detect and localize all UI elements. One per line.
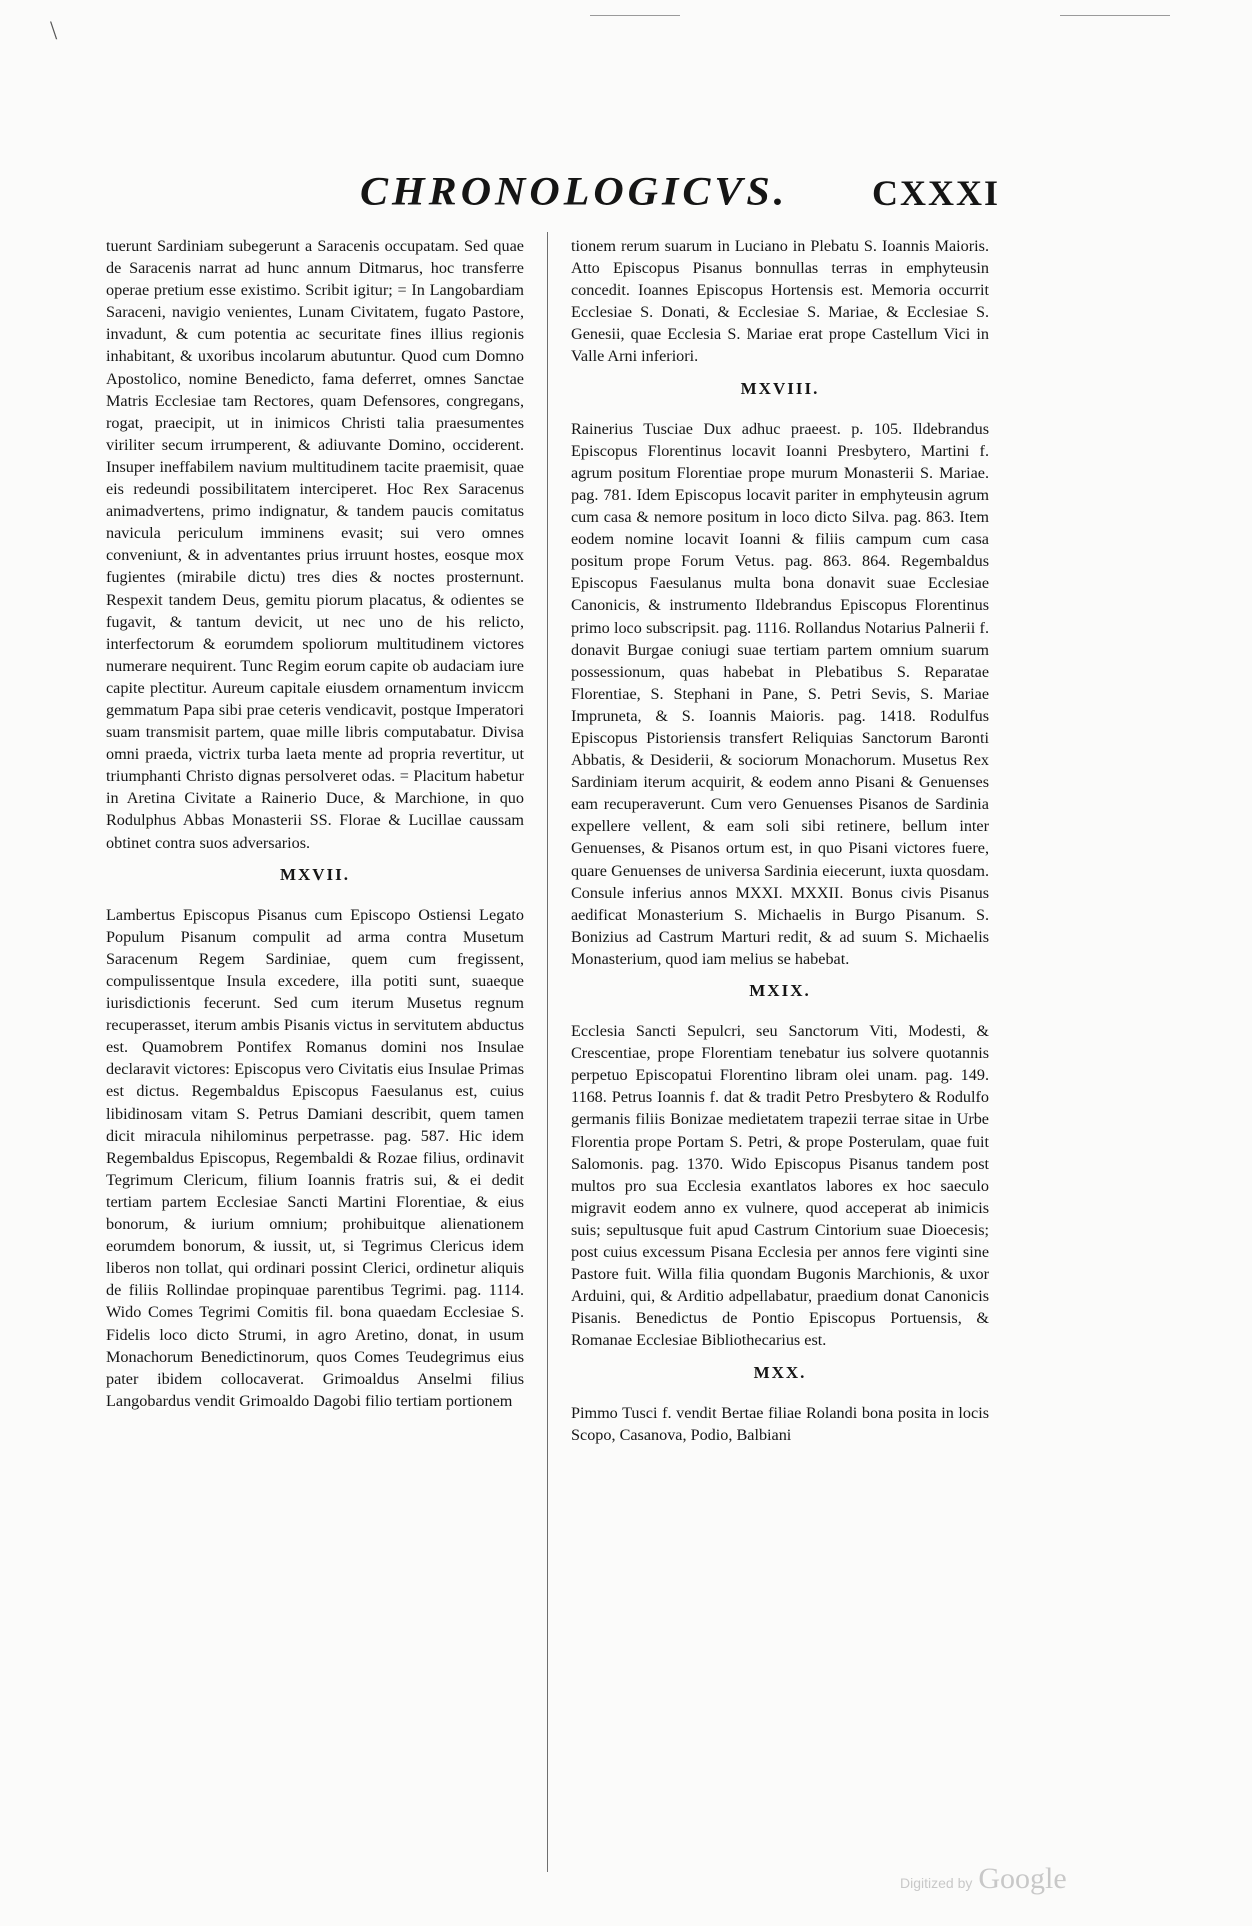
year-heading-1019: MXIX. (749, 981, 811, 1000)
entry-1017-continued-text: tionem rerum suarum in Luciano in Plebatu S. Ioannis Maioris. Atto Episcopus Pisanus bonnullas terras in emphyteusin concedit. Ioannes Episcopus Hortensis est. Memoria occurrit Ecclesiae S. Donati, & Ecclesiae S. Mariae, & Ecclesiae S. Genesii, quae Ecclesia S. Mariae erat prope Castellum Vici in Valle Arni inferiori. (571, 237, 989, 366)
entry-1016-text: tuerunt Sardiniam subegerunt a Saracenis occupatam. Sed quae de Saracenis narrat ad hunc annum Ditmarus, hoc transferre operae pretium esse existimo. Scribit igitur; = In Langobardiam Saraceni, navigio venientes, Lunam Civitatem, fugato Pastore, invadunt, & cum potentia ac securitate fines illius regionis inhabitant, & uxoribus incolarum abutuntur. Quod cum Domno Apostolico, nomine Benedicto, fama deferret, omnes Sanctae Matris Ecclesiae tam Rectores, quam Defensores, congregans, rogat, praecipit, ut in inimicos Christi talia praesumentes viriliter secum irrumperent, & adiuvante Domino, occiderent. Insuper ineffabilem navium multitudinem tacite praemisit, quae eis redeundi possibilitatem interciperet. Hoc Rex Saracenus animadvertens, primo indignatur, & tandem paucis comitatus navicula periculum imminens evasit; sui vero omnes conveniunt, & in adventantes prius irruunt hostes, eosque mox fugientes (mirabile dictu) tres dies & noctes prosternunt. Respexit tandem Deus, gemitu piorum placatus, & odientes se fugavit, & tantum devicit, ut nec uno de his relicto, interfectorum & eorumdem spoliorum multitudinem victores numerare nequirent. Tunc Regim eorum capite ob audaciam iure capite plectitur. Aureum capitale eiusdem ornamentum inviccm gemmatum Papa sibi prae ceteris vendicavit, postque Imperatori suam transmisit partem, quae mille libris computabatur. Divisa omni praeda, victrix turba laeta mente ad propria revertitur, ut triumphanti Christo dignas persolveret odas. = Placitum habetur in Aretina Civitate a Rainerio Duce, & Marchione, in quo Rodulphus Abbas Monasterii SS. Florae & Lucillae caussam obtinet contra suos adversarios. (106, 237, 524, 852)
year-heading-1018: MXVIII. (740, 378, 820, 398)
google-logo: Google (978, 1862, 1067, 1895)
entry-1018-text: Rainerius Tusciae Dux adhuc praeest. p. 105. Ildebrandus Episcopus Florentinus locavit Ioanni Presbytero, Martini f. agrum positum Florentiae prope murum Monasterii S. Mariae. pag. 781. Idem Episcopus locavit pariter in emphyteusin agrum cum casa & nemore positum in loco dicto Silva. pag. 863. Item eodem nomine locavit Ioanni & filiis campum cum casa positum prope Forum Vetus. pag. 863. 864. Regembaldus Episcopus Faesulanus multa bona donavit suae Ecclesiae Canonicis, & instrumento Ildebrandus Episcopus Florentinus primo loco subscripsit. pag. 1116. Rollandus Notarius Palnerii f. donavit Burgae coniugi suae tertiam partem omnium suarum possessionum, quas habebat in Plebatibus S. Reparatae Florentiae, S. Stephani in Pane, S. Petri Sevis, S. Mariae Impruneta, & S. Ioannis Maioris. pag. 1418. Rodulfus Episcopus Pistoriensis transfert Reliquias Sanctorum Baronti Abbatis, & Desiderii, & sociorum Monachorum. Musetus Rex Sardiniam iterum acquirit, & eodem anno Pisani & Genuenses eam recuperaverunt. Cum vero Genuenses Pisanos de Sardinia expellere vellent, & eam soli sibi retinere, bellum inter Genuenses, & Pisanos ortum est, in quo Pisani victores fuere, quare Genuenses de universa Sardinia eiecerunt, iuxta quosdam. Consule inferius annos MXXI. MXXII. Bonus civis Pisanus aedificat Monasterium S. Michaelis in Burgo Pisanum. S. Bonizius ad Castrum Marturi redit, & ad suum S. Michaelis Monasterium, quod iam melius se habebat. (571, 419, 989, 968)
column-divider (547, 232, 548, 1872)
page-header (340, 168, 1000, 228)
scan-edge-rule-left (590, 15, 680, 16)
running-title: CHRONOLOGICVS. (360, 170, 789, 214)
right-column (571, 235, 989, 1446)
year-heading-1017: MXVII. (279, 864, 351, 884)
entry-1020-text: Pimmo Tusci f. vendit Bertae filiae Rolandi bona posita in locis Scopo, Casanova, Podio, Balbiani (571, 1403, 989, 1444)
year-heading-1020: MXX. (753, 1362, 807, 1382)
scan-edge-rule-right (1060, 15, 1170, 16)
page-number: CXXXI (871, 173, 1000, 213)
digitization-watermark (900, 1862, 1067, 1896)
left-column (106, 235, 524, 1412)
entry-1019-text: Ecclesia Sancti Sepulcri, seu Sanctorum Viti, Modesti, & Crescentiae, prope Florentiam tenebatur ius solvere quotannis perpetuo Episcopatui Florentino libram olei unam. pag. 149. 1168. Petrus Ioannis f. dat & tradit Petro Presbytero & Rodulfo germanis filiis Bonizae medietatem trapezii terrae sitae in Urbe Florentia prope Portam S. Petri, & prope Posterulam, quae fuit Salomonis. pag. 1370. Wido Episcopus Pisanus tandem post multos pro sua Ecclesia exantlatos labores ex hoc saeculo migravit eodem anno ex vulnere, quod acceperat ab inimicis suis; sepultusque fuit apud Castrum Cintorium suae Dioecesis; post cuius excessum Pisana Ecclesia per annos fere viginti sine Pastore fuit. Willa filia quondam Bugonis Marchionis, & uxor Arduini, qui, & Arditio adpellabatur, praedium donat Canonicis Pisanis. Benedictus de Pontio Episcopus Portuensis, & Romanae Ecclesiae Bibliothecarius est. (571, 1022, 989, 1350)
corner-mark: \ (50, 16, 58, 45)
entry-1017-text: Lambertus Episcopus Pisanus cum Episcopo Ostiensi Legato Populum Pisanum compulit ad arma contra Musetum Saracenum Regem Sardiniae, quem cum fregissent, compulissentque Insula excedere, illa potiti sunt, suaeque iurisdictionis fecerunt. Sed cum iterum Musetus regnum recuperasset, iterum ambis Pisanis victus in servitutem abductus est. Quamobrem Pontifex Romanus domini nos Insulae declaravit victores: Episcopus vero Civitatis eius Insulae Primas est dictus. Regembaldus Episcopus Faesulanus est, cuius libidinosam vitam S. Petrus Damiani describit, quem tamen dicit miracula nihilominus perpetrasse. pag. 587. Hic idem Regembaldus Episcopus, Regembaldi & Rozae filius, ordinavit Tegrimum Clericum, filium Ioannis fratris sui, & ei dedit tertiam partem Ecclesiae Sancti Martini Florentiae, & eius bonorum, & iurium omnium; prohibuitque alienationem eorumdem bonorum, & iussit, ut, si Tegrimus Clericus idem liberos non tollat, qui ordinari possint Clerici, ordinetur aliquis de filiis Rollindae propinquae parentibus Tegrimi. pag. 1114. Wido Comes Tegrimi Comitis fil. bona quaedam Ecclesiae S. Fidelis loco dicto Strumi, in agro Aretino, donat, in usum Monachorum Benedictinorum, quos Comes Teudegrimus eius pater ibidem collocaverat. Grimoaldus Anselmi filius Langobardus vendit Grimoaldo Dagobi filio tertiam portionem (106, 905, 524, 1410)
digitized-by-label: Digitized by (900, 1875, 973, 1891)
